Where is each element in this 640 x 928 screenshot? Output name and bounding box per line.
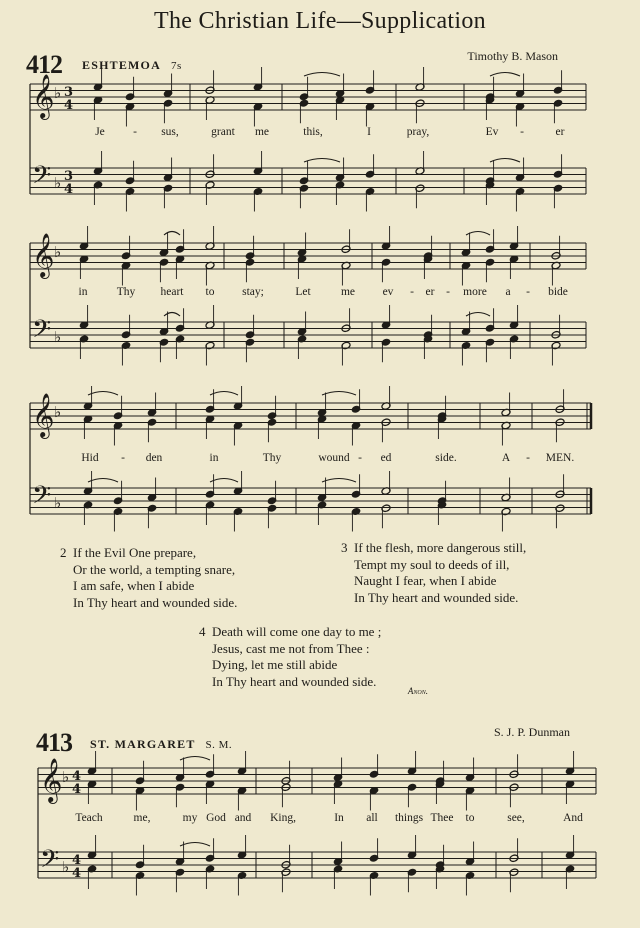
- hymn-412-number: 412: [26, 50, 62, 79]
- flat-icon: ♭: [54, 84, 62, 102]
- lyric-syllable: things: [394, 812, 424, 824]
- flat-icon: ♭: [62, 858, 70, 876]
- flat-icon: ♭: [54, 243, 62, 261]
- treble-clef-icon: 𝄞: [32, 393, 55, 437]
- verse-3-line-4: In Thy heart and wounded side.: [354, 589, 519, 605]
- verse-3-line-2: Tempt my soul to deeds of ill,: [354, 556, 510, 572]
- bass-clef-icon: 𝄢: [40, 845, 60, 880]
- flat-icon: ♭: [54, 174, 62, 192]
- hymn-412-composer: Timothy B. Mason: [467, 49, 558, 63]
- time-signature: 4: [72, 769, 82, 784]
- lyric-syllable: sus,: [161, 126, 179, 138]
- hymn-413-composer: S. J. P. Dunman: [493, 725, 570, 739]
- lyric-syllable: stay;: [242, 286, 264, 298]
- lyric-syllable: me,: [133, 812, 151, 824]
- lyric-syllable: more: [463, 286, 487, 298]
- lyric-syllable: ev: [382, 286, 394, 298]
- time-signature: 4: [72, 853, 82, 868]
- lyric-syllable: Thee: [430, 812, 454, 824]
- slur: [322, 479, 356, 483]
- lyric-syllable: my: [182, 812, 198, 824]
- verse-3-line-3: Naught I fear, when I abide: [354, 573, 497, 588]
- verse-2-line-3: I am safe, when I abide: [73, 578, 195, 593]
- verse-2-number: 2: [60, 545, 67, 560]
- time-signature: 4: [72, 782, 82, 797]
- lyric-syllable: Ev: [485, 126, 499, 138]
- lyric-syllable: Let: [295, 286, 311, 298]
- slur: [88, 392, 118, 396]
- lyric-syllable: see,: [507, 812, 525, 824]
- lyric-syllable: and: [234, 812, 252, 824]
- slur: [180, 843, 210, 847]
- lyric-syllable: -: [410, 286, 414, 298]
- verse-3-line-1-text: If the flesh, more dangerous still,: [354, 540, 527, 555]
- lyric-syllable: er: [555, 126, 565, 138]
- lyric-syllable: In: [334, 812, 344, 824]
- lyric-syllable: bide: [548, 286, 568, 298]
- lyric-syllable: Hid: [81, 452, 99, 464]
- bass-clef-icon: 𝄢: [32, 161, 52, 196]
- time-signature: 3: [64, 85, 74, 100]
- lyric-syllable: den: [145, 452, 163, 464]
- lyric-syllable: -: [133, 126, 137, 138]
- bass-clef-icon: 𝄢: [32, 315, 52, 350]
- lyric-syllable: to: [205, 286, 215, 298]
- time-signature: 3: [64, 169, 74, 184]
- slur: [322, 392, 356, 396]
- lyric-syllable: A: [501, 452, 511, 464]
- hymn-412-author: Anon.: [407, 686, 428, 696]
- lyric-syllable: wound: [318, 452, 350, 464]
- lyric-syllable: I: [367, 126, 371, 138]
- treble-clef-icon: 𝄞: [40, 758, 63, 802]
- verse-3-number: 3: [341, 540, 348, 555]
- lyric-syllable: Je: [95, 126, 105, 138]
- time-signature: 4: [64, 98, 74, 113]
- lyric-syllable: Thy: [262, 452, 282, 464]
- lyric-syllable: in: [78, 286, 88, 298]
- slur: [210, 479, 238, 483]
- treble-clef-icon: 𝄞: [32, 74, 55, 118]
- bass-clef-icon: 𝄢: [32, 481, 52, 516]
- lyric-syllable: -: [446, 286, 450, 298]
- lyric-syllable: me: [254, 126, 270, 138]
- lyric-syllable: -: [520, 126, 524, 138]
- lyric-syllable: me: [340, 286, 356, 298]
- verse-4-line-3: Dying, let me still abide: [212, 657, 338, 672]
- page-title: The Christian Life—Supplication: [154, 8, 486, 34]
- lyric-syllable: in: [209, 452, 219, 464]
- flat-icon: ♭: [54, 403, 62, 421]
- verse-4-number: 4: [199, 624, 206, 639]
- lyric-syllable: this,: [303, 126, 323, 138]
- verse-2-line-2: Or the world, a tempting snare,: [73, 561, 236, 577]
- lyric-syllable: pray,: [406, 126, 430, 138]
- slur: [180, 757, 210, 761]
- slur: [164, 232, 180, 236]
- verse-2-line-4: In Thy heart and wounded side.: [73, 594, 238, 610]
- verse-4-line-1-text: Death will come one day to me ;: [212, 624, 382, 639]
- lyric-syllable: Thy: [116, 286, 136, 298]
- lyric-syllable: all: [366, 812, 378, 824]
- lyric-syllable: -: [121, 452, 125, 464]
- slur: [304, 159, 340, 163]
- lyric-syllable: a: [505, 286, 511, 298]
- verse-4-line-2: Jesus, cast me not from Thee :: [212, 640, 370, 656]
- lyric-syllable: -: [358, 452, 362, 464]
- lyric-syllable: King,: [270, 812, 296, 824]
- slur: [490, 73, 520, 77]
- lyric-syllable: Teach: [75, 812, 103, 824]
- time-signature: 4: [64, 182, 74, 197]
- lyric-syllable: And: [563, 812, 583, 824]
- lyric-syllable: MEN.: [545, 452, 575, 464]
- hymn-412-meter: 7s: [170, 60, 182, 72]
- treble-clef-icon: 𝄞: [32, 233, 55, 277]
- lyric-syllable: side.: [435, 452, 457, 464]
- verse-2-line-1-text: If the Evil One prepare,: [73, 545, 197, 560]
- lyric-syllable: heart: [160, 286, 184, 298]
- lyric-syllable: er: [425, 286, 435, 298]
- slur: [210, 392, 238, 396]
- verse-4-line-4: In Thy heart and wounded side.: [212, 673, 377, 689]
- lyric-syllable: to: [465, 812, 475, 824]
- lyric-syllable: ed: [380, 452, 392, 464]
- slur: [164, 313, 180, 317]
- hymn-413-tune-name: ST. MARGARET: [90, 737, 196, 751]
- lyric-syllable: -: [526, 452, 530, 464]
- flat-icon: ♭: [54, 328, 62, 346]
- slur: [490, 159, 520, 163]
- time-signature: 4: [72, 866, 82, 881]
- lyric-syllable: -: [526, 286, 530, 298]
- flat-icon: ♭: [62, 768, 70, 786]
- lyric-syllable: God: [206, 812, 226, 824]
- slur: [88, 479, 118, 483]
- hymn-413-number: 413: [36, 728, 72, 757]
- hymn-413-meter: S. M.: [205, 739, 233, 751]
- lyric-syllable: grant: [211, 126, 235, 138]
- flat-icon: ♭: [54, 494, 62, 512]
- slur: [304, 73, 340, 77]
- hymn-412-tune-name: ESHTEMOA: [82, 58, 161, 72]
